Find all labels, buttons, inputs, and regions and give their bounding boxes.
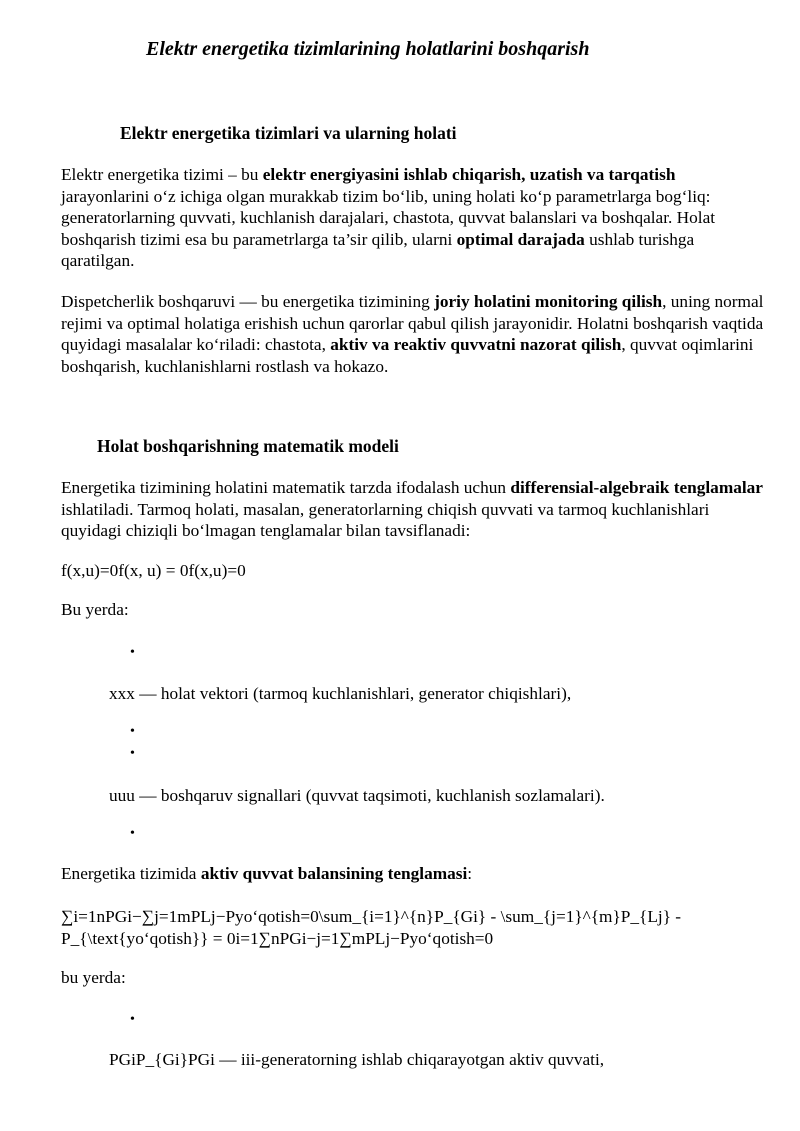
list-item-state-vector: xxx — holat vektori (tarmoq kuchlanishlari, generator chiqishlari),	[109, 684, 572, 703]
bullet: •	[130, 746, 135, 761]
equation-state: f(x,u)=0f(x, u) = 0f(x,u)=0	[61, 561, 246, 580]
bullet: •	[130, 645, 135, 660]
section-heading-math-model: Holat boshqarishning matematik modeli	[97, 436, 399, 456]
bullet: •	[130, 1012, 135, 1027]
paragraph-dispatch-control: Dispetcherlik boshqaruvi — bu energetika tizimining joriy holatini monitoring qilish, uning normal rejimi va optimal holatiga erishish uchun qarorlar qabul qilish jarayonidir. Holatni boshqarish vaqtida quyidagi masalalar ko‘riladi: chastota, aktiv va reaktiv quvvatni nazorat qilish, quvvat oqimlarini boshqarish, kuchlanishlarni rostlash va hokazo.	[61, 292, 764, 376]
bullet: •	[130, 724, 135, 739]
where-label: bu yerda:	[61, 968, 126, 987]
section-heading-systems: Elektr energetika tizimlari va ularning holati	[120, 123, 457, 143]
paragraph-math-model: Energetika tizimining holatini matematik tarzda ifodalash uchun differensial-algebraik tenglamalar ishlatiladi. Tarmoq holati, masalan, generatorlarning chiqish quvvati va tarmoq kuchlanishlari quyidagi chiziqli bo‘lmagan tenglamalar bilan tavsiflanadi:	[61, 478, 763, 540]
paragraph-power-balance: Energetika tizimida aktiv quvvat balansining tenglamasi:	[61, 864, 473, 883]
where-label: Bu yerda:	[61, 600, 129, 619]
document-title: Elektr energetika tizimlarining holatlarini boshqarish	[146, 38, 590, 60]
equation-power-balance-line2: P_{\text{yo‘qotish}} = 0i=1∑nPGi−j=1∑mPLj−Pyo‘qotish=0	[61, 929, 494, 948]
list-item-control-signals: uuu — boshqaruv signallari (quvvat taqsimoti, kuchlanish sozlamalari).	[109, 786, 605, 805]
equation-power-balance-line1: ∑i=1nPGi−∑j=1mPLj−Pyo‘qotish=0\sum_{i=1}^{n}P_{Gi} - \sum_{j=1}^{m}P_{Lj} -	[61, 907, 682, 926]
paragraph-systems-intro: Elektr energetika tizimi – bu elektr energiyasini ishlab chiqarish, uzatish va tarqatish jarayonlarini o‘z ichiga olgan murakkab tizim bo‘lib, uning holati ko‘p parametrlarga bog‘liq: generatorlarning quvvati, kuchlanish darajalari, chastota, quvvat balanslari va boshqalar. Holat boshqarish tizimi esa bu parametrlarga ta’sir qilib, ularni optimal darajada ushlab turishga qaratilgan.	[61, 165, 716, 270]
list-item-generator-power: PGiP_{Gi}PGi — iii-generatorning ishlab chiqarayotgan aktiv quvvati,	[109, 1050, 605, 1069]
bullet: •	[130, 826, 135, 841]
